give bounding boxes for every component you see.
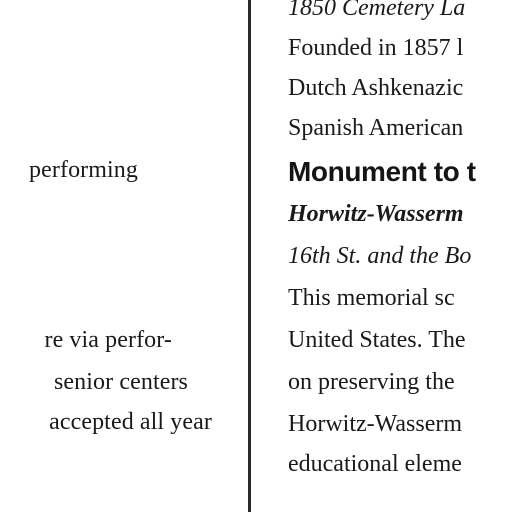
intro-text-line: Founded in 1857 l [288,35,464,61]
body-text-line: on preserving the [288,369,455,395]
left-column [0,0,246,512]
body-text-line: United States. The [288,327,466,353]
body-text-line: educational eleme [288,451,462,477]
left-text-line: accepted all year [49,409,212,435]
intro-text-line: Spanish American [288,115,464,141]
left-text-line: senior centers [53,369,188,395]
body-text-line: This memorial sc [288,285,455,311]
left-text-line: re via perfor- [44,327,172,353]
body-text-line: Horwitz-Wasserm [288,411,463,437]
column-divider [248,0,251,512]
left-text-line: performing [29,157,138,183]
intro-address-line: 1850 Cemetery La [288,0,466,21]
section-location: 16th St. and the Bo [288,243,472,269]
section-heading: Monument to t [288,156,476,187]
section-subtitle: Horwitz-Wasserm [288,201,464,227]
right-column [288,0,512,512]
intro-text-line: Dutch Ashkenazic [288,75,464,101]
